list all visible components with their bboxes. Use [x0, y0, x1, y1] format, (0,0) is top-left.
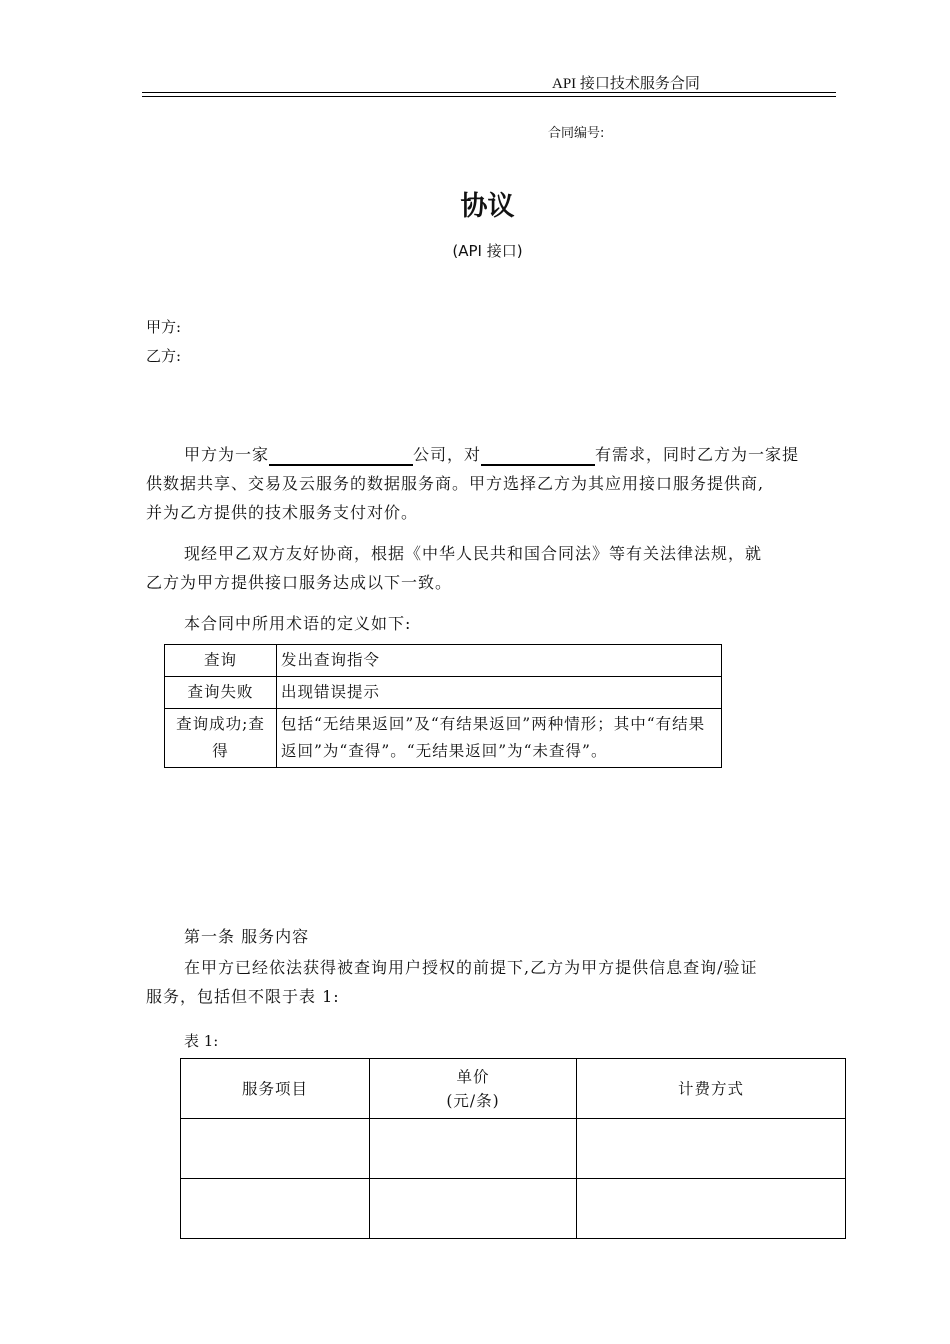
intro-paragraph-1: [146, 440, 832, 527]
intro-text-line2: 供数据共享、交易及云服务的数据服务商。甲方选择乙方为其应用接口服务提供商,: [146, 474, 765, 493]
header-rule-thin: [142, 96, 836, 97]
section-1-line1: 在甲方已经依法获得被查询用户授权的前提下,乙方为甲方提供信息查询/验证: [184, 958, 758, 977]
billing-method-cell: [577, 1179, 846, 1239]
term-cell: 查询成功;查得: [165, 709, 277, 768]
service-item-cell: [181, 1119, 370, 1179]
document-title: 协议: [460, 191, 515, 222]
service-table: [180, 1058, 846, 1239]
header-unit-price: [370, 1059, 577, 1119]
intro-text-c: 有需求，同时乙方为一家提: [595, 445, 800, 464]
table-row: [181, 1179, 846, 1239]
definitions-intro: 本合同中所用术语的定义如下:: [184, 614, 412, 633]
table-header-row: [181, 1059, 846, 1119]
party-a-label: 甲方:: [146, 318, 182, 336]
table-row: [181, 1119, 846, 1179]
intro-p2-line1: 现经甲乙双方友好协商，根据《中华人民共和国合同法》等有关法律法规，就: [184, 544, 763, 563]
intro-p2-line2: 乙方为甲方提供接口服务达成以下一致。: [146, 573, 453, 592]
term-cell: 查询失败: [165, 677, 277, 709]
term-cell: 查询: [165, 645, 277, 677]
intro-paragraph-3: [146, 609, 832, 638]
intro-text-a: 甲方为一家: [184, 445, 270, 464]
section-1-paragraph: [146, 953, 832, 1011]
header-rule: [142, 92, 836, 93]
header-service-item: 服务项目: [181, 1059, 370, 1119]
section-1-line2: 服务，包括但不限于表 1:: [146, 987, 340, 1006]
table-row: [165, 645, 722, 677]
definition-cell: 发出查询指令: [277, 645, 722, 677]
table-row: [165, 677, 722, 709]
intro-paragraph-2: [146, 539, 832, 597]
section-1-title: 第一条 服务内容: [184, 927, 310, 946]
header-unit-price-line1: 单价: [456, 1067, 490, 1086]
definition-cell: 包括“无结果返回”及“有结果返回”两种情形；其中“有结果返回”为“查得”。“无结果返回”为“未查得”。: [277, 709, 722, 768]
contract-number-label: 合同编号:: [548, 126, 605, 141]
company-type-blank: [269, 448, 413, 466]
intro-text-line3: 并为乙方提供的技术服务支付对价。: [146, 503, 419, 522]
unit-price-cell: [370, 1119, 577, 1179]
document-subtitle: (API 接口): [452, 242, 523, 260]
header-billing-method: 计费方式: [577, 1059, 846, 1119]
header-unit-price-line2: (元/条): [446, 1091, 500, 1110]
unit-price-cell: [370, 1179, 577, 1239]
demand-blank: [481, 448, 595, 466]
intro-text-b: 公司，对: [413, 445, 482, 464]
page-header-title: API 接口技术服务合同: [552, 76, 700, 92]
table-row: [165, 709, 722, 768]
definition-cell: 出现错误提示: [277, 677, 722, 709]
definitions-table: [164, 644, 722, 768]
billing-method-cell: [577, 1119, 846, 1179]
party-b-label: 乙方:: [146, 347, 182, 365]
service-item-cell: [181, 1179, 370, 1239]
table-1-label: 表 1:: [184, 1032, 219, 1050]
